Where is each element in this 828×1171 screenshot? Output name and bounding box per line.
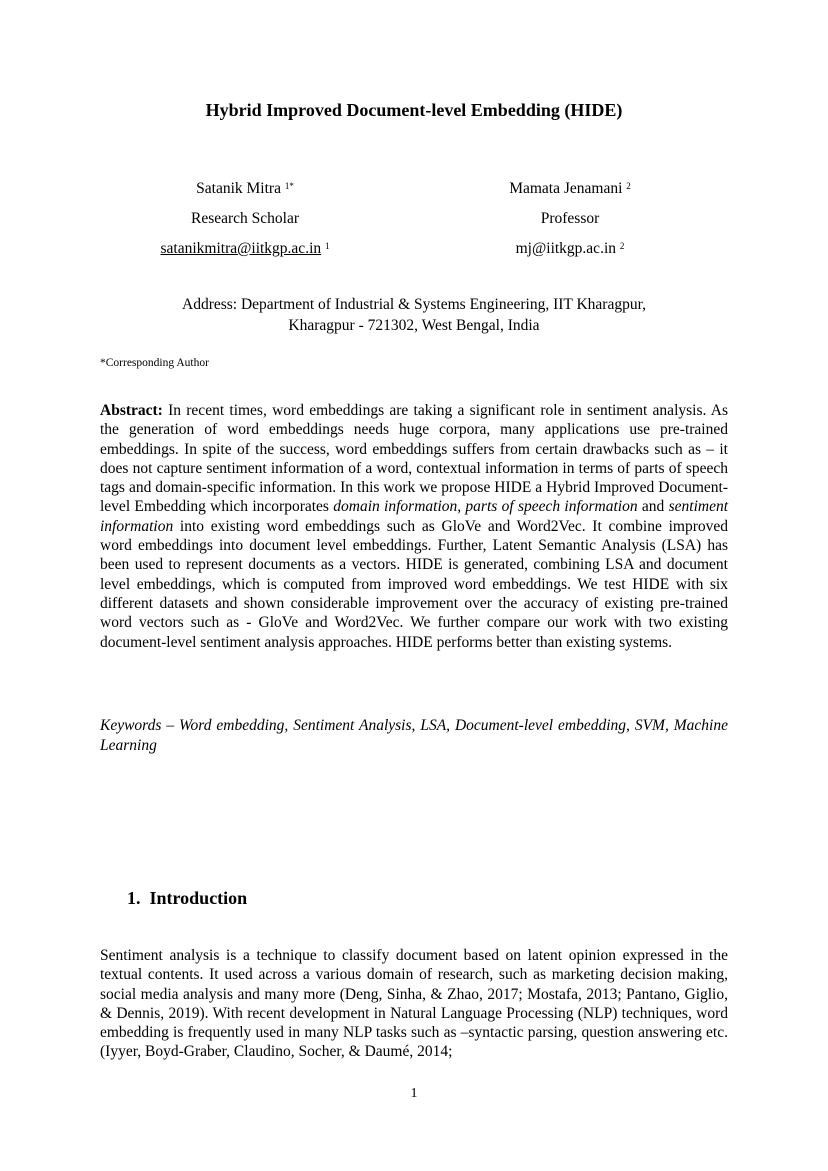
author-affiliation-marker: 1* (284, 181, 294, 191)
abstract-emphasis-1: domain information, parts of speech information (333, 498, 638, 516)
address-block (0, 294, 828, 336)
author-role: Professor (540, 210, 600, 227)
abstract (100, 401, 728, 652)
author-affiliation-marker: 2 (626, 181, 631, 191)
abstract-emphasis-2: sentiment information (100, 498, 729, 535)
address-line-2: Kharagpur - 721302, West Bengal, India (288, 317, 540, 334)
author-name-row (140, 174, 350, 204)
author-name: Satanik Mitra (196, 180, 281, 197)
page-number: 1 (410, 1086, 418, 1101)
abstract-text-2: and (637, 498, 669, 516)
introduction-paragraph: Sentiment analysis is a technique to classify document based on latent opinion expressed in the textual contents. It used across a various domain of research, such as marketing decision making, social media analysis and many more (Deng, Sinha, & Zhao, 2017; Mostafa, 2013; Pantano, Giglio, & Dennis, 2019). With recent development in Natural Language Processing (NLP) techniques, word embedding is frequently used in many NLP tasks such as –syntactic parsing, question answering etc.(Iyyer, Boyd-Graber, Claudino, Socher, & Daumé, 2014; (100, 947, 728, 1061)
author-role: Research Scholar (190, 210, 300, 227)
abstract-label: Abstract: (100, 402, 163, 419)
abstract-text-1: In recent times, word embeddings are taking a significant role in sentiment analysis. As the generation of word embeddings needs huge corpora, many applications use pre-trained embeddings. In spite of the success, word embeddings suffers from certain drawbacks such as – it does not capture sentiment information of a word, contextual information in terms of parts of speech tags and domain-specific information. In this work we propose HIDE a Hybrid Improved Document-level Embedding which incorporates (100, 402, 728, 516)
author-block-2 (470, 174, 670, 264)
author-email: mj@iitkgp.ac.in (515, 240, 616, 257)
author-email-row (470, 234, 670, 264)
email-affiliation-marker: 2 (619, 241, 625, 251)
author-name: Mamata Jenamani (509, 180, 623, 197)
author-block-1 (140, 174, 350, 264)
section-title: Introduction (149, 888, 248, 908)
keywords: Keywords – Word embedding, Sentiment Analysis, LSA, Document-level embedding, SVM, Machine Learning (100, 717, 728, 754)
author-name-row (470, 174, 670, 204)
corresponding-author-note: *Corresponding Author (100, 357, 209, 369)
author-email-row (140, 234, 350, 264)
section-heading-introduction (127, 888, 247, 909)
abstract-text-3: into existing word embeddings such as GloVe and Word2Vec. It combine improved word embeddings into document level embeddings. Further, Latent Semantic Analysis (LSA) has been used to represent documents as a vectors. HIDE is generated, combining LSA and document level embeddings, which is computed from improved word embeddings. We test HIDE with six different datasets and shown considerable improvement over the accuracy of existing pre-trained word vectors such as - GloVe and Word2Vec. We further compare our work with two existing document-level sentiment analysis approaches. HIDE performs better than existing systems. (100, 517, 728, 651)
section-number: 1. (127, 888, 141, 908)
author-email-link[interactable]: satanikmitra@iitkgp.ac.in (160, 240, 322, 257)
paper-title: Hybrid Improved Document-level Embedding (HIDE) (205, 100, 623, 120)
email-affiliation-marker: 1 (325, 241, 330, 251)
address-line-1: Address: Department of Industrial & Systems Engineering, IIT Kharagpur, (182, 296, 646, 313)
